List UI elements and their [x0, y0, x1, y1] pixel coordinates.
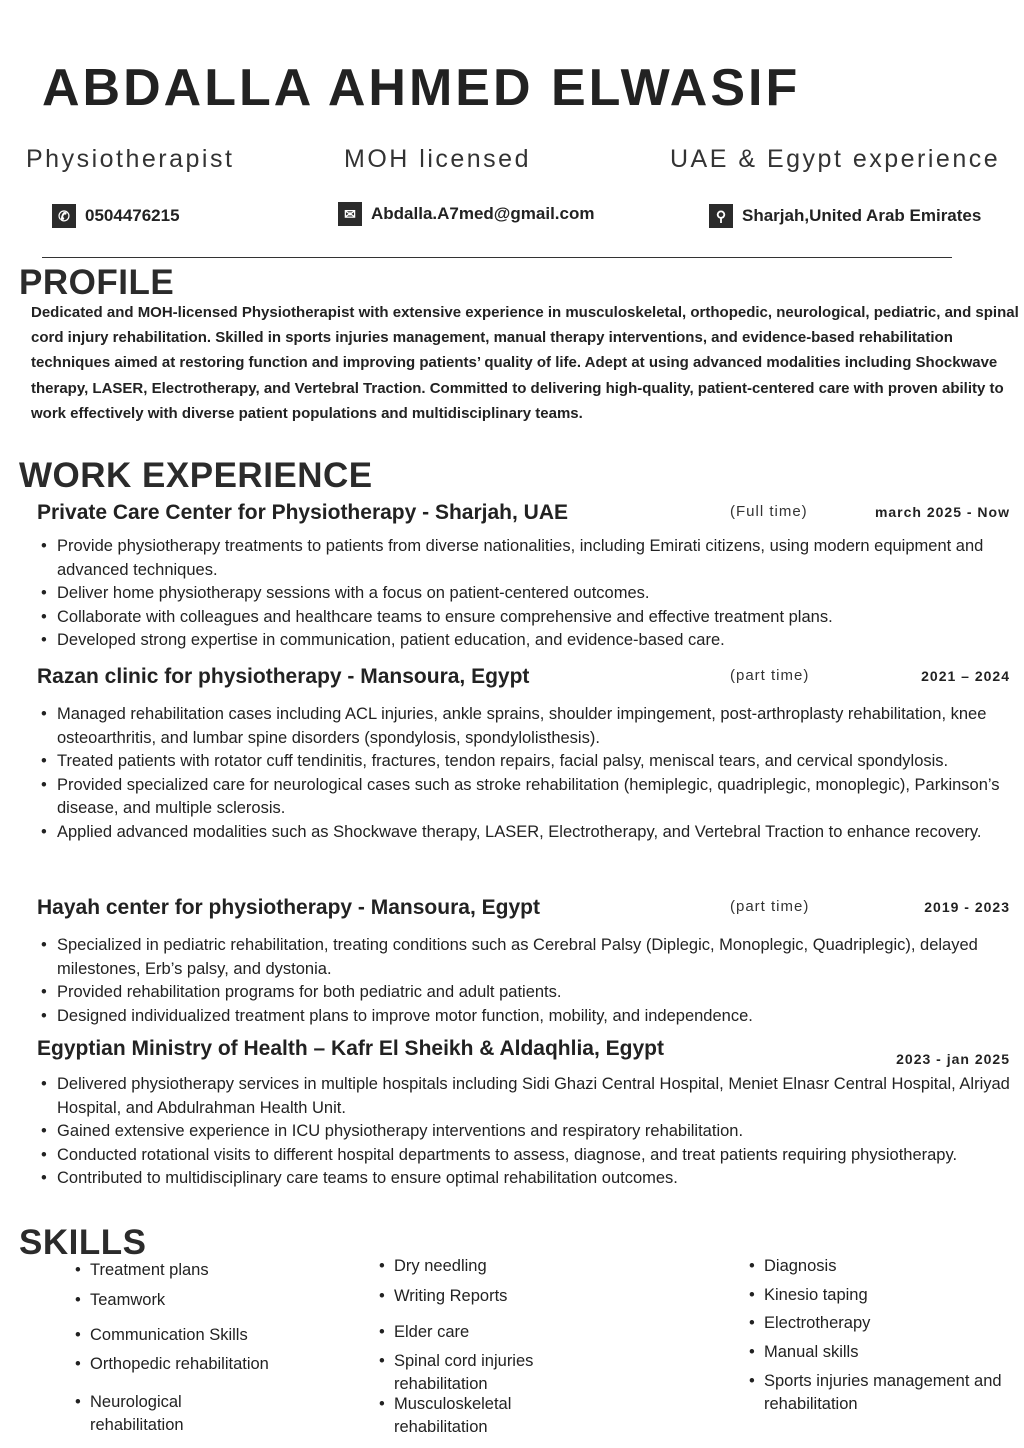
skill-label: Writing Reports	[394, 1287, 508, 1305]
skill-item	[379, 1321, 470, 1344]
skill-item	[749, 1341, 859, 1364]
job-bullet: • Provided specialized care for neurological cases such as stroke rehabilitation (hemiplegic, quadriplegic, monoplegic), Parkinson’s disease, and multiple sclerosis.	[37, 774, 1022, 821]
skill-item	[75, 1289, 166, 1312]
bullet-icon: •	[749, 1314, 755, 1332]
skill-label: Manual skills	[764, 1343, 859, 1361]
job-dates: march 2025 - Now	[874, 504, 1010, 520]
job-bullet: • Developed strong expertise in communication, patient education, and evidence-based care.	[37, 629, 1022, 653]
bullet-icon: •	[75, 1291, 81, 1309]
job-entry	[37, 1037, 1022, 1191]
job-bullet: • Applied advanced modalities such as Shockwave therapy, LASER, Electrotherapy, and Vertebral Traction to enhance recovery.	[37, 821, 1022, 845]
skill-label: Kinesio taping	[764, 1286, 868, 1304]
bullet-icon: •	[379, 1257, 385, 1275]
job-bullet: • Specialized in pediatric rehabilitation, treating conditions such as Cerebral Palsy (Diplegic, Monoplegic, Quadriplegic), delayed milestones, Erb’s palsy, and dystonia.	[37, 934, 1022, 981]
job-bullet: • Managed rehabilitation cases including ACL injuries, ankle sprains, shoulder impingement, post-arthroplasty rehabilitation, knee osteoarthritis, and lumbar spine disorders (spondylosis, spondylolisthesis).	[37, 703, 1022, 750]
job-bullet: • Treated patients with rotator cuff tendinitis, fractures, tendon repairs, facial palsy, meniscal tears, and cervical spondylosis.	[37, 750, 1022, 774]
work-experience-heading: WORK EXPERIENCE	[19, 456, 373, 495]
skill-label: Treatment plans	[90, 1261, 209, 1279]
job-bullet: • Deliver home physiotherapy sessions with a focus on patient-centered outcomes.	[37, 582, 1022, 606]
skill-item	[75, 1353, 269, 1376]
bullet-icon: •	[75, 1326, 81, 1344]
bullet-icon: •	[749, 1343, 755, 1361]
job-header	[37, 665, 1022, 695]
job-bullets	[37, 535, 1022, 653]
job-bullet: • Contributed to multidisciplinary care teams to ensure optimal rehabilitation outcomes.	[37, 1167, 1022, 1191]
bullet-icon: •	[379, 1352, 385, 1370]
bullet-icon: •	[75, 1393, 81, 1411]
email-address[interactable]: Abdalla.A7med@gmail.com	[371, 204, 595, 223]
job-type: (Full time)	[730, 503, 808, 520]
job-entry	[37, 665, 1022, 844]
email-icon: ✉	[338, 202, 362, 226]
skill-item	[75, 1324, 248, 1347]
job-type: (part time)	[730, 898, 810, 915]
job-title: Hayah center for physiotherapy - Mansoura, Egypt	[37, 896, 540, 919]
location-pin-icon: ⚲	[709, 204, 733, 228]
job-bullet: • Provide physiotherapy treatments to patients from diverse nationalities, including Emirati citizens, using modern equipment and advanced techniques.	[37, 535, 1022, 582]
header-divider	[42, 257, 952, 258]
skill-item	[75, 1259, 209, 1282]
bullet-icon: •	[379, 1323, 385, 1341]
skill-item	[379, 1255, 487, 1278]
bullet-icon: •	[75, 1355, 81, 1373]
job-bullets	[37, 934, 1022, 1028]
candidate-name: ABDALLA AHMED ELWASIF	[42, 59, 801, 117]
skill-item	[749, 1255, 837, 1278]
skill-label: Orthopedic rehabilitation	[90, 1355, 269, 1373]
job-bullet: • Delivered physiotherapy services in multiple hospitals including Sidi Ghazi Central Hospital, Meniet Elnasr Central Hospital, Alriyad Hospital, and Abdulrahman Health Unit.	[37, 1073, 1022, 1120]
job-entry	[37, 501, 1022, 653]
job-dates: 2019 - 2023	[924, 899, 1010, 915]
skill-label: Teamwork	[90, 1291, 166, 1309]
skill-label: Musculoskeletal rehabilitation	[394, 1395, 512, 1436]
job-title: Razan clinic for physiotherapy - Mansoura, Egypt	[37, 665, 530, 688]
contact-location	[709, 204, 981, 228]
skill-label: Neurological rehabilitation	[90, 1393, 184, 1434]
tagline-license: MOH licensed	[344, 145, 531, 173]
skills-heading: SKILLS	[19, 1223, 147, 1262]
bullet-icon: •	[749, 1372, 755, 1390]
skill-item	[749, 1370, 1014, 1416]
skill-label: Sports injuries management and rehabilitation	[764, 1372, 1002, 1413]
job-dates: 2023 - jan 2025	[896, 1051, 1010, 1067]
skill-label: Spinal cord injuries rehabilitation	[394, 1352, 534, 1393]
bullet-icon: •	[379, 1287, 385, 1305]
skill-item	[749, 1284, 868, 1307]
job-header	[37, 501, 1022, 531]
job-bullets	[37, 703, 1022, 844]
bullet-icon: •	[75, 1261, 81, 1279]
bullet-icon: •	[749, 1257, 755, 1275]
skill-item	[379, 1393, 574, 1439]
job-bullets	[37, 1073, 1022, 1191]
contact-phone	[52, 204, 180, 228]
profile-summary: Dedicated and MOH-licensed Physiotherapist with extensive experience in musculoskeletal, orthopedic, neurological, pediatric, and spinal cord injury rehabilitation. Skilled in sports injuries management, manual therapy interventions, and evidence-based rehabilitation techniques aimed at restoring function and improving patients’ quality of life. Adept at using advanced modalities including Shockwave therapy, LASER, Electrotherapy, and Vertebral Traction. Committed to delivering high-quality, patient-centered care with proven ability to work effectively with diverse patient populations and multidisciplinary teams.	[31, 304, 1019, 422]
tagline-experience: UAE & Egypt experience	[670, 145, 1001, 173]
job-type: (part time)	[730, 667, 810, 684]
tagline-title: Physiotherapist	[26, 145, 235, 173]
job-title: Egyptian Ministry of Health – Kafr El Sheikh & Aldaqhlia, Egypt	[37, 1037, 664, 1060]
bullet-icon: •	[379, 1395, 385, 1413]
skill-label: Communication Skills	[90, 1326, 248, 1344]
job-header	[37, 896, 1022, 926]
phone-number[interactable]: 0504476215	[85, 206, 180, 225]
job-header	[37, 1037, 1022, 1067]
job-bullet: • Conducted rotational visits to different hospital departments to assess, diagnose, and treat patients requiring physiotherapy.	[37, 1144, 1022, 1168]
job-entry	[37, 896, 1022, 1028]
job-title: Private Care Center for Physiotherapy - Sharjah, UAE	[37, 501, 568, 524]
phone-icon: ✆	[52, 204, 76, 228]
skill-item	[749, 1312, 871, 1335]
skill-item	[379, 1285, 508, 1308]
skill-item	[75, 1391, 270, 1437]
profile-heading: PROFILE	[19, 263, 175, 302]
job-bullet: • Designed individualized treatment plans to improve motor function, mobility, and independence.	[37, 1005, 1022, 1029]
job-bullet: • Provided rehabilitation programs for both pediatric and adult patients.	[37, 981, 1022, 1005]
job-bullet: • Gained extensive experience in ICU physiotherapy interventions and respiratory rehabilitation.	[37, 1120, 1022, 1144]
job-dates: 2021 – 2024	[921, 668, 1010, 684]
contact-email	[338, 202, 594, 226]
bullet-icon: •	[749, 1286, 755, 1304]
job-bullet: • Collaborate with colleagues and healthcare teams to ensure comprehensive and effective treatment plans.	[37, 606, 1022, 630]
location-text: Sharjah,United Arab Emirates	[742, 206, 982, 225]
skill-label: Diagnosis	[764, 1257, 837, 1275]
skill-label: Elder care	[394, 1323, 470, 1341]
skill-label: Dry needling	[394, 1257, 487, 1275]
skill-item	[379, 1350, 574, 1396]
skill-label: Electrotherapy	[764, 1314, 871, 1332]
